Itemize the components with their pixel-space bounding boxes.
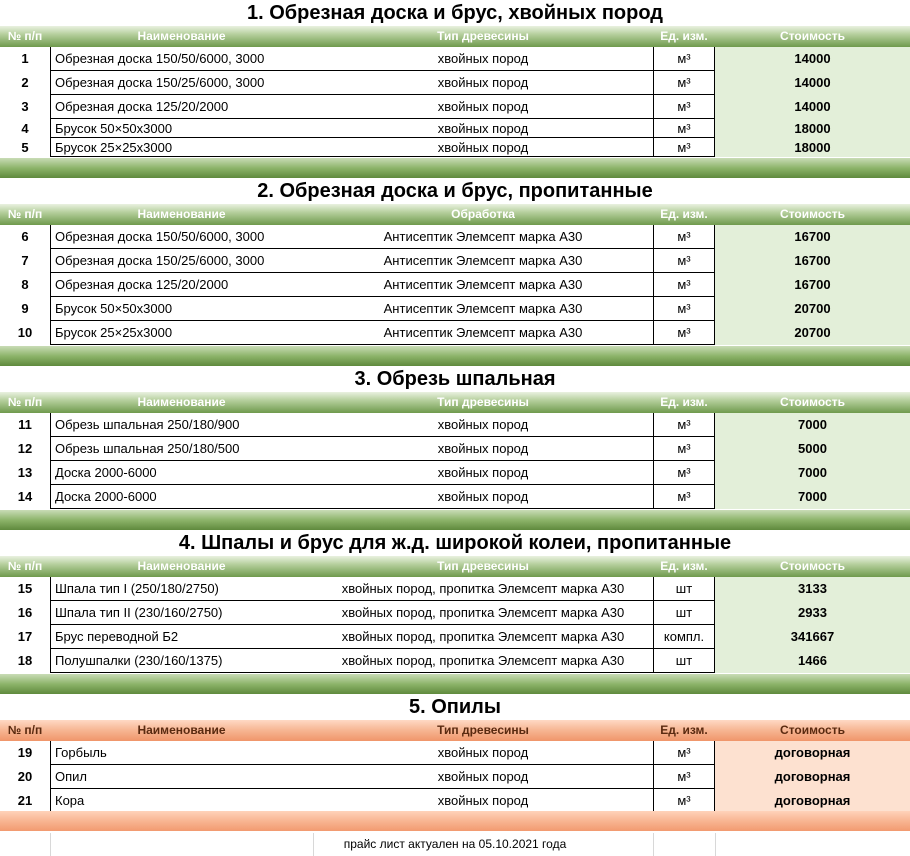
header-num: № п/п: [7, 29, 43, 43]
unit-of-measure: м³: [653, 273, 715, 297]
section-separator: [0, 674, 910, 694]
wood-type: Антисептик Элемсепт марка А30: [383, 229, 583, 244]
item-price: 7000: [715, 461, 910, 485]
header-type: Тип древесины: [437, 29, 529, 43]
item-name: Брусок 50×50х3000: [50, 119, 313, 138]
row-number: 4: [21, 121, 29, 136]
item-name: Обрезь шпальная 250/180/500: [50, 437, 313, 461]
item-name: Брусок 25×25х3000: [50, 138, 313, 157]
row-number: 14: [17, 489, 33, 504]
unit-of-measure: м³: [653, 47, 715, 71]
section-separator: [0, 158, 910, 178]
item-name: Обрезь шпальная 250/180/900: [50, 413, 313, 437]
grid-line: [653, 833, 654, 856]
wood-type: Антисептик Элемсепт марка А30: [383, 277, 583, 292]
unit-of-measure: м³: [653, 225, 715, 249]
header-unit: Ед. изм.: [660, 395, 708, 409]
unit-of-measure: м³: [653, 321, 715, 345]
row-number: 10: [17, 325, 33, 340]
row-number: 12: [17, 441, 33, 456]
table-row: [0, 577, 910, 601]
row-border: [50, 508, 715, 509]
item-name: Обрезная доска 125/20/2000: [50, 95, 313, 119]
item-price: 341667: [715, 625, 910, 649]
table-row: [0, 321, 910, 345]
item-name: Обрезная доска 125/20/2000: [50, 273, 313, 297]
header-price: Стоимость: [780, 723, 845, 737]
section-title: 4. Шпалы и брус для ж.д. широкой колеи, пропитанные: [178, 532, 732, 554]
wood-type: хвойных пород, пропитка Элемсепт марка А30: [341, 629, 625, 644]
header-price: Стоимость: [780, 29, 845, 43]
wood-type: Антисептик Элемсепт марка А30: [383, 325, 583, 340]
table-row: [0, 789, 910, 813]
table-row: [0, 601, 910, 625]
unit-of-measure: шт: [653, 649, 715, 673]
header-unit: Ед. изм.: [660, 559, 708, 573]
header-name: Наименование: [137, 559, 226, 573]
table-row: [0, 138, 910, 157]
item-name: Обрезная доска 150/50/6000, 3000: [50, 47, 313, 71]
header-name: Наименование: [137, 395, 226, 409]
item-price: 14000: [715, 71, 910, 95]
table-row: [0, 741, 910, 765]
row-number: 9: [21, 301, 29, 316]
header-name: Наименование: [137, 723, 226, 737]
item-name: Кора: [50, 789, 313, 813]
header-unit: Ед. изм.: [660, 723, 708, 737]
row-number: 5: [21, 140, 29, 155]
grid-line: [313, 833, 314, 856]
table-row: [0, 273, 910, 297]
row-number: 7: [21, 253, 29, 268]
table-row: [0, 649, 910, 673]
item-price: 20700: [715, 321, 910, 345]
row-number: 21: [17, 793, 33, 808]
item-price: договорная: [715, 741, 910, 765]
table-row: [0, 71, 910, 95]
header-num: № п/п: [7, 395, 43, 409]
item-price: 2933: [715, 601, 910, 625]
table-row: [0, 249, 910, 273]
item-name: Брус переводной Б2: [50, 625, 313, 649]
row-number: 2: [21, 75, 29, 90]
header-num: № п/п: [7, 207, 43, 221]
table-row: [0, 765, 910, 789]
footer-note: прайс лист актуален на 05.10.2021 года: [343, 837, 567, 851]
item-name: Обрезная доска 150/50/6000, 3000: [50, 225, 313, 249]
item-price: 18000: [715, 119, 910, 138]
wood-type: хвойных пород, пропитка Элемсепт марка А30: [341, 605, 625, 620]
row-number: 18: [17, 653, 33, 668]
table-header: [0, 204, 910, 225]
item-price: 7000: [715, 485, 910, 509]
row-border: [50, 156, 715, 157]
header-name: Наименование: [137, 207, 226, 221]
header-type: Тип древесины: [437, 395, 529, 409]
item-name: Доска 2000-6000: [50, 485, 313, 509]
wood-type: хвойных пород: [437, 99, 529, 114]
item-price: 3133: [715, 577, 910, 601]
table-header: [0, 26, 910, 47]
table-header: [0, 392, 910, 413]
table-row: [0, 119, 910, 138]
header-unit: Ед. изм.: [660, 207, 708, 221]
section-separator: [0, 510, 910, 530]
unit-of-measure: м³: [653, 297, 715, 321]
item-name: Шпала тип II (230/160/2750): [50, 601, 313, 625]
row-number: 1: [21, 51, 29, 66]
wood-type: хвойных пород, пропитка Элемсепт марка А30: [341, 581, 625, 596]
unit-of-measure: м³: [653, 789, 715, 813]
header-type: Обработка: [451, 207, 515, 221]
unit-of-measure: шт: [653, 577, 715, 601]
item-name: Горбыль: [50, 741, 313, 765]
row-number: 11: [18, 417, 32, 432]
header-type: Тип древесины: [437, 723, 529, 737]
unit-of-measure: м³: [653, 95, 715, 119]
wood-type: Антисептик Элемсепт марка А30: [383, 253, 583, 268]
header-price: Стоимость: [780, 395, 845, 409]
wood-type: хвойных пород: [437, 465, 529, 480]
header-unit: Ед. изм.: [660, 29, 708, 43]
wood-type: хвойных пород: [437, 75, 529, 90]
item-price: 20700: [715, 297, 910, 321]
grid-line: [715, 833, 716, 856]
table-header: [0, 556, 910, 577]
section-separator: [0, 346, 910, 366]
header-name: Наименование: [137, 29, 226, 43]
section-title: 2. Обрезная доска и брус, пропитанные: [257, 180, 653, 202]
table-row: [0, 225, 910, 249]
item-price: 7000: [715, 413, 910, 437]
table-row: [0, 297, 910, 321]
row-number: 6: [21, 229, 29, 244]
row-number: 15: [17, 581, 33, 596]
item-price: 5000: [715, 437, 910, 461]
unit-of-measure: шт: [653, 601, 715, 625]
unit-of-measure: м³: [653, 119, 715, 138]
item-name: Обрезная доска 150/25/6000, 3000: [50, 249, 313, 273]
item-price: 16700: [715, 225, 910, 249]
item-name: Брусок 50×50х3000: [50, 297, 313, 321]
row-number: 20: [17, 769, 33, 784]
unit-of-measure: м³: [653, 249, 715, 273]
wood-type: хвойных пород: [437, 140, 529, 155]
item-name: Шпала тип I (250/180/2750): [50, 577, 313, 601]
unit-of-measure: компл.: [653, 625, 715, 649]
item-name: Опил: [50, 765, 313, 789]
table-row: [0, 47, 910, 71]
item-name: Полушпалки (230/160/1375): [50, 649, 313, 673]
unit-of-measure: м³: [653, 437, 715, 461]
wood-type: хвойных пород: [437, 769, 529, 784]
section-title: 3. Обрезь шпальная: [354, 368, 556, 390]
header-price: Стоимость: [780, 559, 845, 573]
unit-of-measure: м³: [653, 71, 715, 95]
row-number: 3: [21, 99, 29, 114]
item-price: 14000: [715, 95, 910, 119]
unit-of-measure: м³: [653, 413, 715, 437]
item-price: 16700: [715, 249, 910, 273]
header-price: Стоимость: [780, 207, 845, 221]
header-num: № п/п: [7, 723, 43, 737]
unit-of-measure: м³: [653, 138, 715, 157]
header-num: № п/п: [7, 559, 43, 573]
item-name: Брусок 25×25х3000: [50, 321, 313, 345]
grid-line: [50, 833, 51, 856]
row-border: [50, 344, 715, 345]
table-row: [0, 625, 910, 649]
row-number: 19: [17, 745, 33, 760]
wood-type: хвойных пород: [437, 121, 529, 136]
wood-type: хвойных пород: [437, 51, 529, 66]
unit-of-measure: м³: [653, 461, 715, 485]
item-price: договорная: [715, 765, 910, 789]
item-price: договорная: [715, 789, 910, 813]
wood-type: хвойных пород, пропитка Элемсепт марка А30: [341, 653, 625, 668]
row-number: 8: [21, 277, 29, 292]
wood-type: Антисептик Элемсепт марка А30: [383, 301, 583, 316]
table-row: [0, 413, 910, 437]
item-name: Обрезная доска 150/25/6000, 3000: [50, 71, 313, 95]
wood-type: хвойных пород: [437, 745, 529, 760]
row-number: 16: [17, 605, 33, 620]
item-price: 14000: [715, 47, 910, 71]
item-price: 18000: [715, 138, 910, 157]
unit-of-measure: м³: [653, 765, 715, 789]
item-price: 16700: [715, 273, 910, 297]
table-row: [0, 461, 910, 485]
row-number: 13: [17, 465, 33, 480]
wood-type: хвойных пород: [437, 417, 529, 432]
section-title: 5. Опилы: [409, 696, 501, 718]
item-name: Доска 2000-6000: [50, 461, 313, 485]
table-row: [0, 485, 910, 509]
table-header: [0, 720, 910, 741]
table-row: [0, 437, 910, 461]
item-price: 1466: [715, 649, 910, 673]
wood-type: хвойных пород: [437, 489, 529, 504]
header-type: Тип древесины: [437, 559, 529, 573]
unit-of-measure: м³: [653, 485, 715, 509]
row-number: 17: [17, 629, 33, 644]
wood-type: хвойных пород: [437, 793, 529, 808]
row-border: [50, 672, 715, 673]
section-separator: [0, 811, 910, 831]
section-title: 1. Обрезная доска и брус, хвойных пород: [246, 2, 663, 24]
wood-type: хвойных пород: [437, 441, 529, 456]
table-row: [0, 95, 910, 119]
unit-of-measure: м³: [653, 741, 715, 765]
